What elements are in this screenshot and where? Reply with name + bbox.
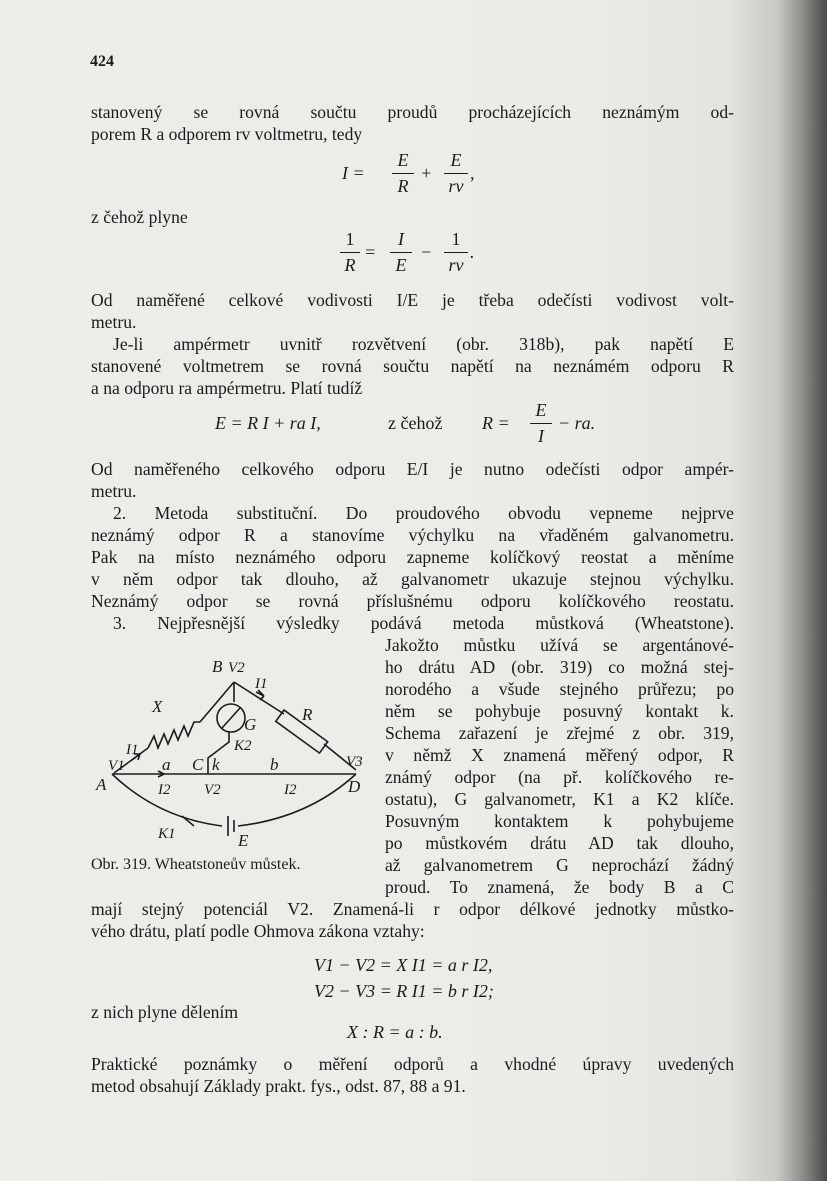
label-e: E: [238, 831, 249, 850]
text-line: Neznámý odpor se rovná příslušnému odporu kolíčkového reostatu.: [91, 591, 734, 611]
text-line: neznámý odpor R a stanovíme výchylku na vřaděném galvanometru.: [91, 525, 734, 545]
key-k1: [182, 816, 194, 826]
text-line: ostatu), G galvanometr, K1 a K2 klíče.: [385, 789, 734, 809]
label-v3: V3: [346, 754, 363, 770]
eq2-r-den: rv: [448, 255, 464, 275]
text-line: Od naměřené celkové vodivosti I/E je třeba odečísti vodivost volt-: [91, 290, 734, 310]
page-number: 424: [90, 53, 114, 70]
eq2-r-num: 1: [451, 229, 461, 249]
eq1-lhs: I =: [342, 163, 365, 183]
text-line: Schema zařazení je zřejmé z obr. 319,: [385, 723, 734, 743]
label-a-segment: a: [162, 755, 171, 774]
fraction-bar: [392, 173, 414, 174]
fraction-bar: [390, 252, 412, 253]
eq4-line1: V1 − V2 = X I1 = a r I2,: [314, 955, 493, 975]
label-x: X: [152, 697, 163, 716]
text-line: něm se pohybuje posuvný kontakt k.: [385, 701, 734, 721]
text-line: mají stejný potenciál V2. Znamená-li r odpor délkové jednotky můstko-: [91, 899, 734, 919]
text-line: stanovené voltmetrem se rovná součtu napětí na neznámém odporu R: [91, 356, 734, 376]
eq1-end: ,: [470, 163, 475, 183]
wire-lower-right: [238, 774, 356, 826]
text-line: norodého a všude stejného průřezu; po: [385, 679, 734, 699]
text-line: Je-li ampérmetr uvnitř rozvětvení (obr. 318b), pak napětí E: [113, 334, 734, 354]
text-line: vého drátu, platí podle Ohmova zákona vztahy:: [91, 921, 425, 941]
text-line: 3. Nejpřesnější výsledky podává metoda můstková (Wheatstone).: [113, 613, 734, 633]
fraction-bar: [444, 252, 468, 253]
eq3-d: − ra.: [558, 413, 596, 433]
eq3-b: z čehož: [388, 413, 443, 433]
label-c: C: [192, 755, 204, 774]
label-v1: V1: [108, 758, 125, 774]
text-line: až galvanometrem G neprochází žádný: [385, 855, 734, 875]
galvanometer-needle: [222, 708, 240, 728]
text-line: metru.: [91, 481, 137, 501]
fraction-bar: [340, 252, 360, 253]
text-line: metod obsahují Základy prakt. fys., odst. 87, 88 a 91.: [91, 1076, 466, 1096]
text-line: Od naměřeného celkového odporu E/I je nutno odečísti odpor ampér-: [91, 459, 734, 479]
text-line: známý odpor (na př. kolíčkového re-: [385, 767, 734, 787]
label-k: k: [212, 755, 220, 774]
eq3-c-num: E: [535, 400, 547, 420]
text-line: Posuvným kontaktem k pohybujeme: [385, 811, 734, 831]
eq5: X : R = a : b.: [347, 1022, 443, 1042]
text-line: ho drátu AD (obr. 319) co možná stej-: [385, 657, 734, 677]
text-line: z čehož plyne: [91, 207, 188, 227]
text-line: a na odporu ra ampérmetru. Platí tudíž: [91, 378, 363, 398]
label-b: B: [212, 657, 223, 676]
eq1-t2-den: rv: [448, 176, 464, 196]
label-k2: K2: [234, 738, 252, 754]
label-b-segment: b: [270, 755, 279, 774]
text-line: Jakožto můstku užívá se argentánové-: [385, 635, 734, 655]
eq3-a: E = R I + ra I,: [215, 413, 321, 433]
eq3-c: R =: [482, 413, 510, 433]
label-i1-top: I1: [255, 676, 268, 692]
text-line: Pak na místo neznámého odporu zapneme kolíčkový reostat a měníme: [91, 547, 734, 567]
text-line: proud. To znamená, že body B a C: [385, 877, 734, 897]
label-i1-left: I1: [126, 742, 139, 758]
text-line: metru.: [91, 312, 137, 332]
eq2-l-num: 1: [345, 229, 355, 249]
text-line: v něm odpor tak dlouho, až galvanometr ukazuje stejnou výchylku.: [91, 569, 734, 589]
text-line: Praktické poznámky o měření odporů a vhodné úpravy uvedených: [91, 1054, 734, 1074]
label-k1: K1: [158, 826, 176, 842]
eq2-eq: =: [364, 242, 377, 262]
label-a: A: [96, 775, 107, 794]
label-v2-top: V2: [228, 660, 245, 676]
label-g: G: [244, 715, 257, 734]
text-line: stanovený se rovná součtu proudů procházejících neznámým od-: [91, 102, 734, 122]
eq2-m-num: I: [398, 229, 404, 249]
label-d: D: [348, 777, 361, 796]
eq2-l-den: R: [344, 255, 356, 275]
fraction-bar: [444, 173, 468, 174]
resistor-x-zigzag: [148, 722, 200, 748]
label-i2-left: I2: [158, 782, 171, 798]
eq1-plus: +: [420, 163, 433, 183]
text-line: v němž X znamená měřený odpor, R: [385, 745, 734, 765]
eq2-m-den: E: [395, 255, 407, 275]
text-line: z nich plyne dělením: [91, 1002, 239, 1022]
eq2-minus: −: [420, 242, 433, 262]
eq1-t2-num: E: [450, 150, 462, 170]
figure-caption: Obr. 319. Wheatstoneův můstek.: [91, 856, 301, 873]
eq2-end: .: [470, 242, 475, 262]
label-i2-right: I2: [284, 782, 297, 798]
wheatstone-bridge-figure: [88, 650, 378, 850]
eq3-c-den: I: [538, 426, 544, 446]
eq1-t1-num: E: [397, 150, 409, 170]
text-line: porem R a odporem rv voltmetru, tedy: [91, 124, 363, 144]
text-line: po můstkovém drátu AD tak dlouho,: [385, 833, 734, 853]
eq4-line2: V2 − V3 = R I1 = b r I2;: [314, 981, 494, 1001]
label-r: R: [302, 705, 313, 724]
eq1-t1-den: R: [397, 176, 409, 196]
text-line: 2. Metoda substituční. Do proudového obvodu vepneme nejprve: [113, 503, 734, 523]
label-v2-bottom: V2: [204, 782, 221, 798]
fraction-bar: [530, 423, 552, 424]
